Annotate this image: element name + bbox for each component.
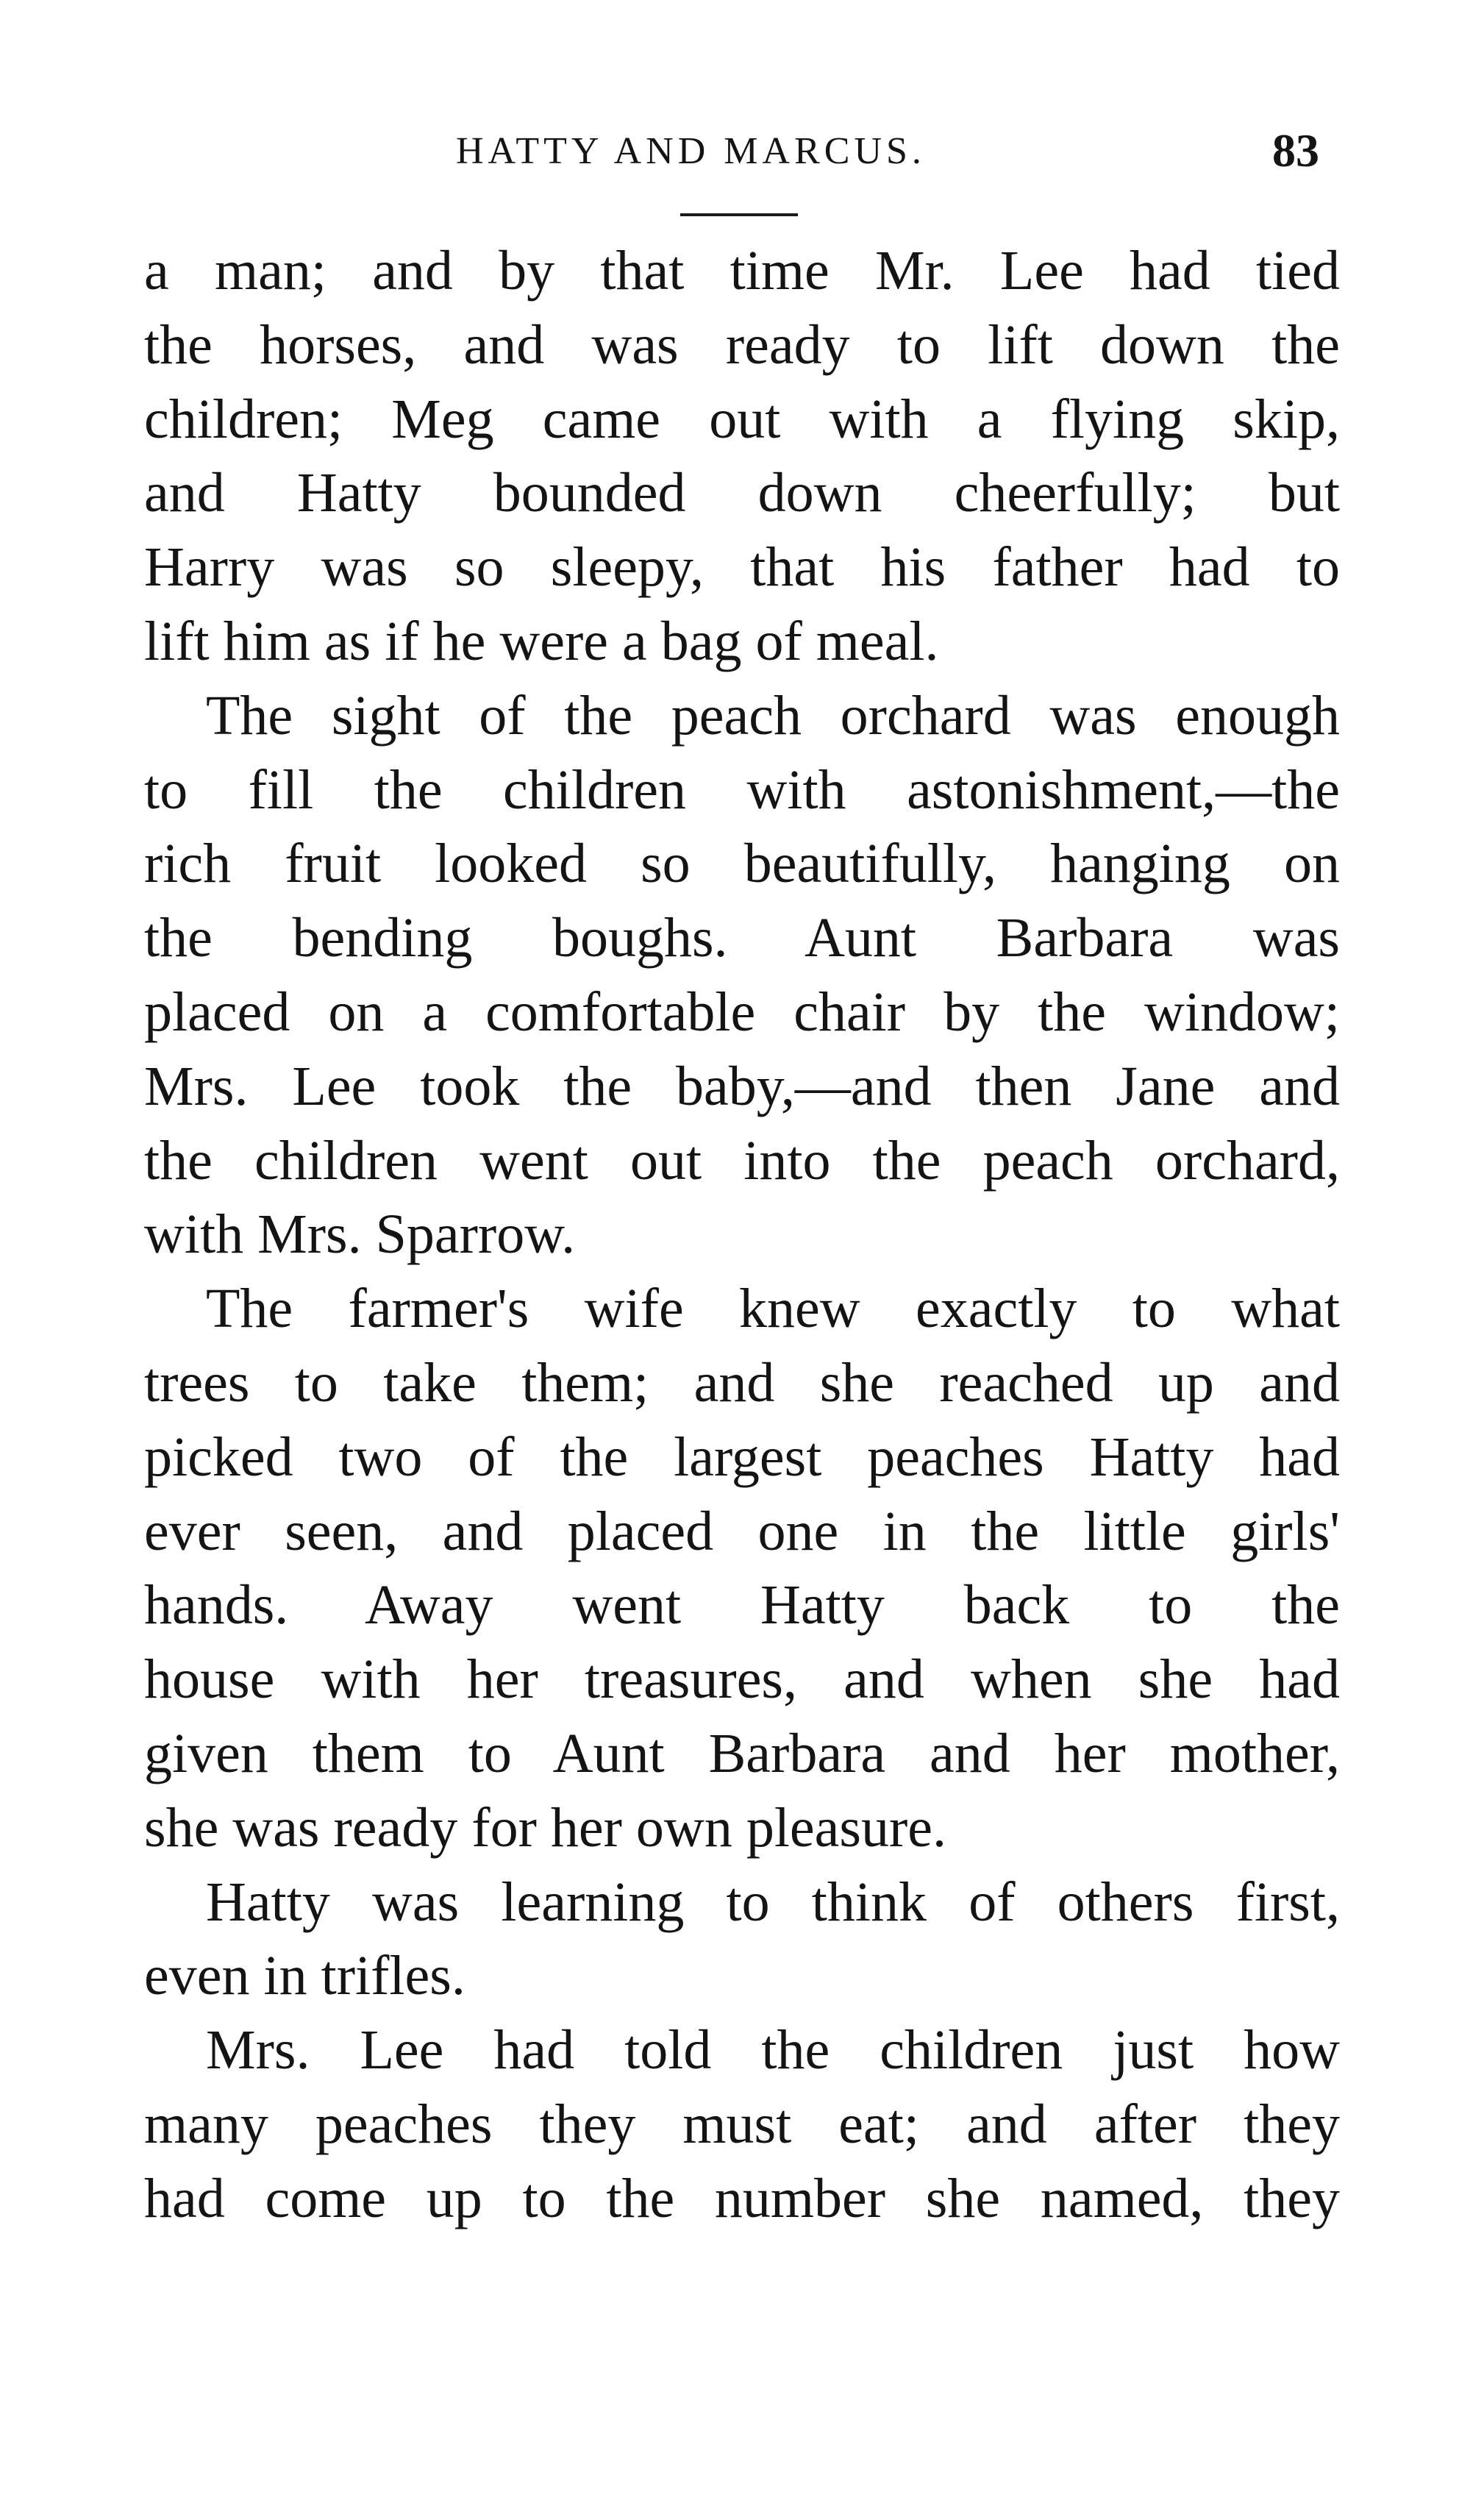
- text-line: ever seen, and placed one in the little girls': [144, 1500, 1340, 1562]
- text-line: the bending boughs. Aunt Barbara was: [144, 907, 1340, 969]
- text-line: Hatty was learning to think of others first,: [206, 1871, 1340, 1933]
- text-line: rich fruit looked so beautifully, hanging on: [144, 833, 1340, 895]
- text-line: even in trifles.: [144, 1945, 465, 2007]
- header-rule: [680, 213, 798, 216]
- body-text: [144, 234, 1340, 2236]
- text-line: with Mrs. Sparrow.: [144, 1203, 576, 1266]
- text-line: hands. Away went Hatty back to the: [144, 1574, 1340, 1637]
- text-line: and Hatty bounded down cheerfully; but: [144, 462, 1340, 524]
- text-line: house with her treasures, and when she had: [144, 1648, 1340, 1711]
- running-title: HATTY AND MARCUS.: [456, 130, 926, 172]
- text-line: Mrs. Lee had told the children just how: [206, 2019, 1340, 2082]
- text-line: placed on a comfortable chair by the window;: [144, 980, 1340, 1043]
- text-line: Harry was so sleepy, that his father had to: [144, 536, 1340, 599]
- page-number: 83: [1272, 124, 1319, 177]
- text-line: lift him as if he were a bag of meal.: [144, 610, 939, 672]
- text-line: Mrs. Lee took the baby,—and then Jane and: [144, 1055, 1340, 1117]
- text-line: many peaches they must eat; and after they: [144, 2093, 1340, 2155]
- running-head: [0, 124, 1484, 182]
- text-line: The farmer's wife knew exactly to what: [206, 1278, 1340, 1340]
- text-line: had come up to the number she named, they: [144, 2167, 1340, 2229]
- text-line: she was ready for her own pleasure.: [144, 1796, 947, 1859]
- text-line: children; Meg came out with a flying skip,: [144, 388, 1340, 450]
- text-line: given them to Aunt Barbara and her mother,: [144, 1722, 1340, 1784]
- text-line: trees to take them; and she reached up and: [144, 1351, 1340, 1414]
- text-line: to fill the children with astonishment,—the: [144, 758, 1340, 821]
- text-line: the children went out into the peach orchard,: [144, 1129, 1340, 1192]
- text-line: picked two of the largest peaches Hatty had: [144, 1425, 1340, 1488]
- text-line: The sight of the peach orchard was enough: [206, 684, 1340, 747]
- text-line: a man; and by that time Mr. Lee had tied: [144, 240, 1340, 302]
- text-line: the horses, and was ready to lift down the: [144, 313, 1340, 376]
